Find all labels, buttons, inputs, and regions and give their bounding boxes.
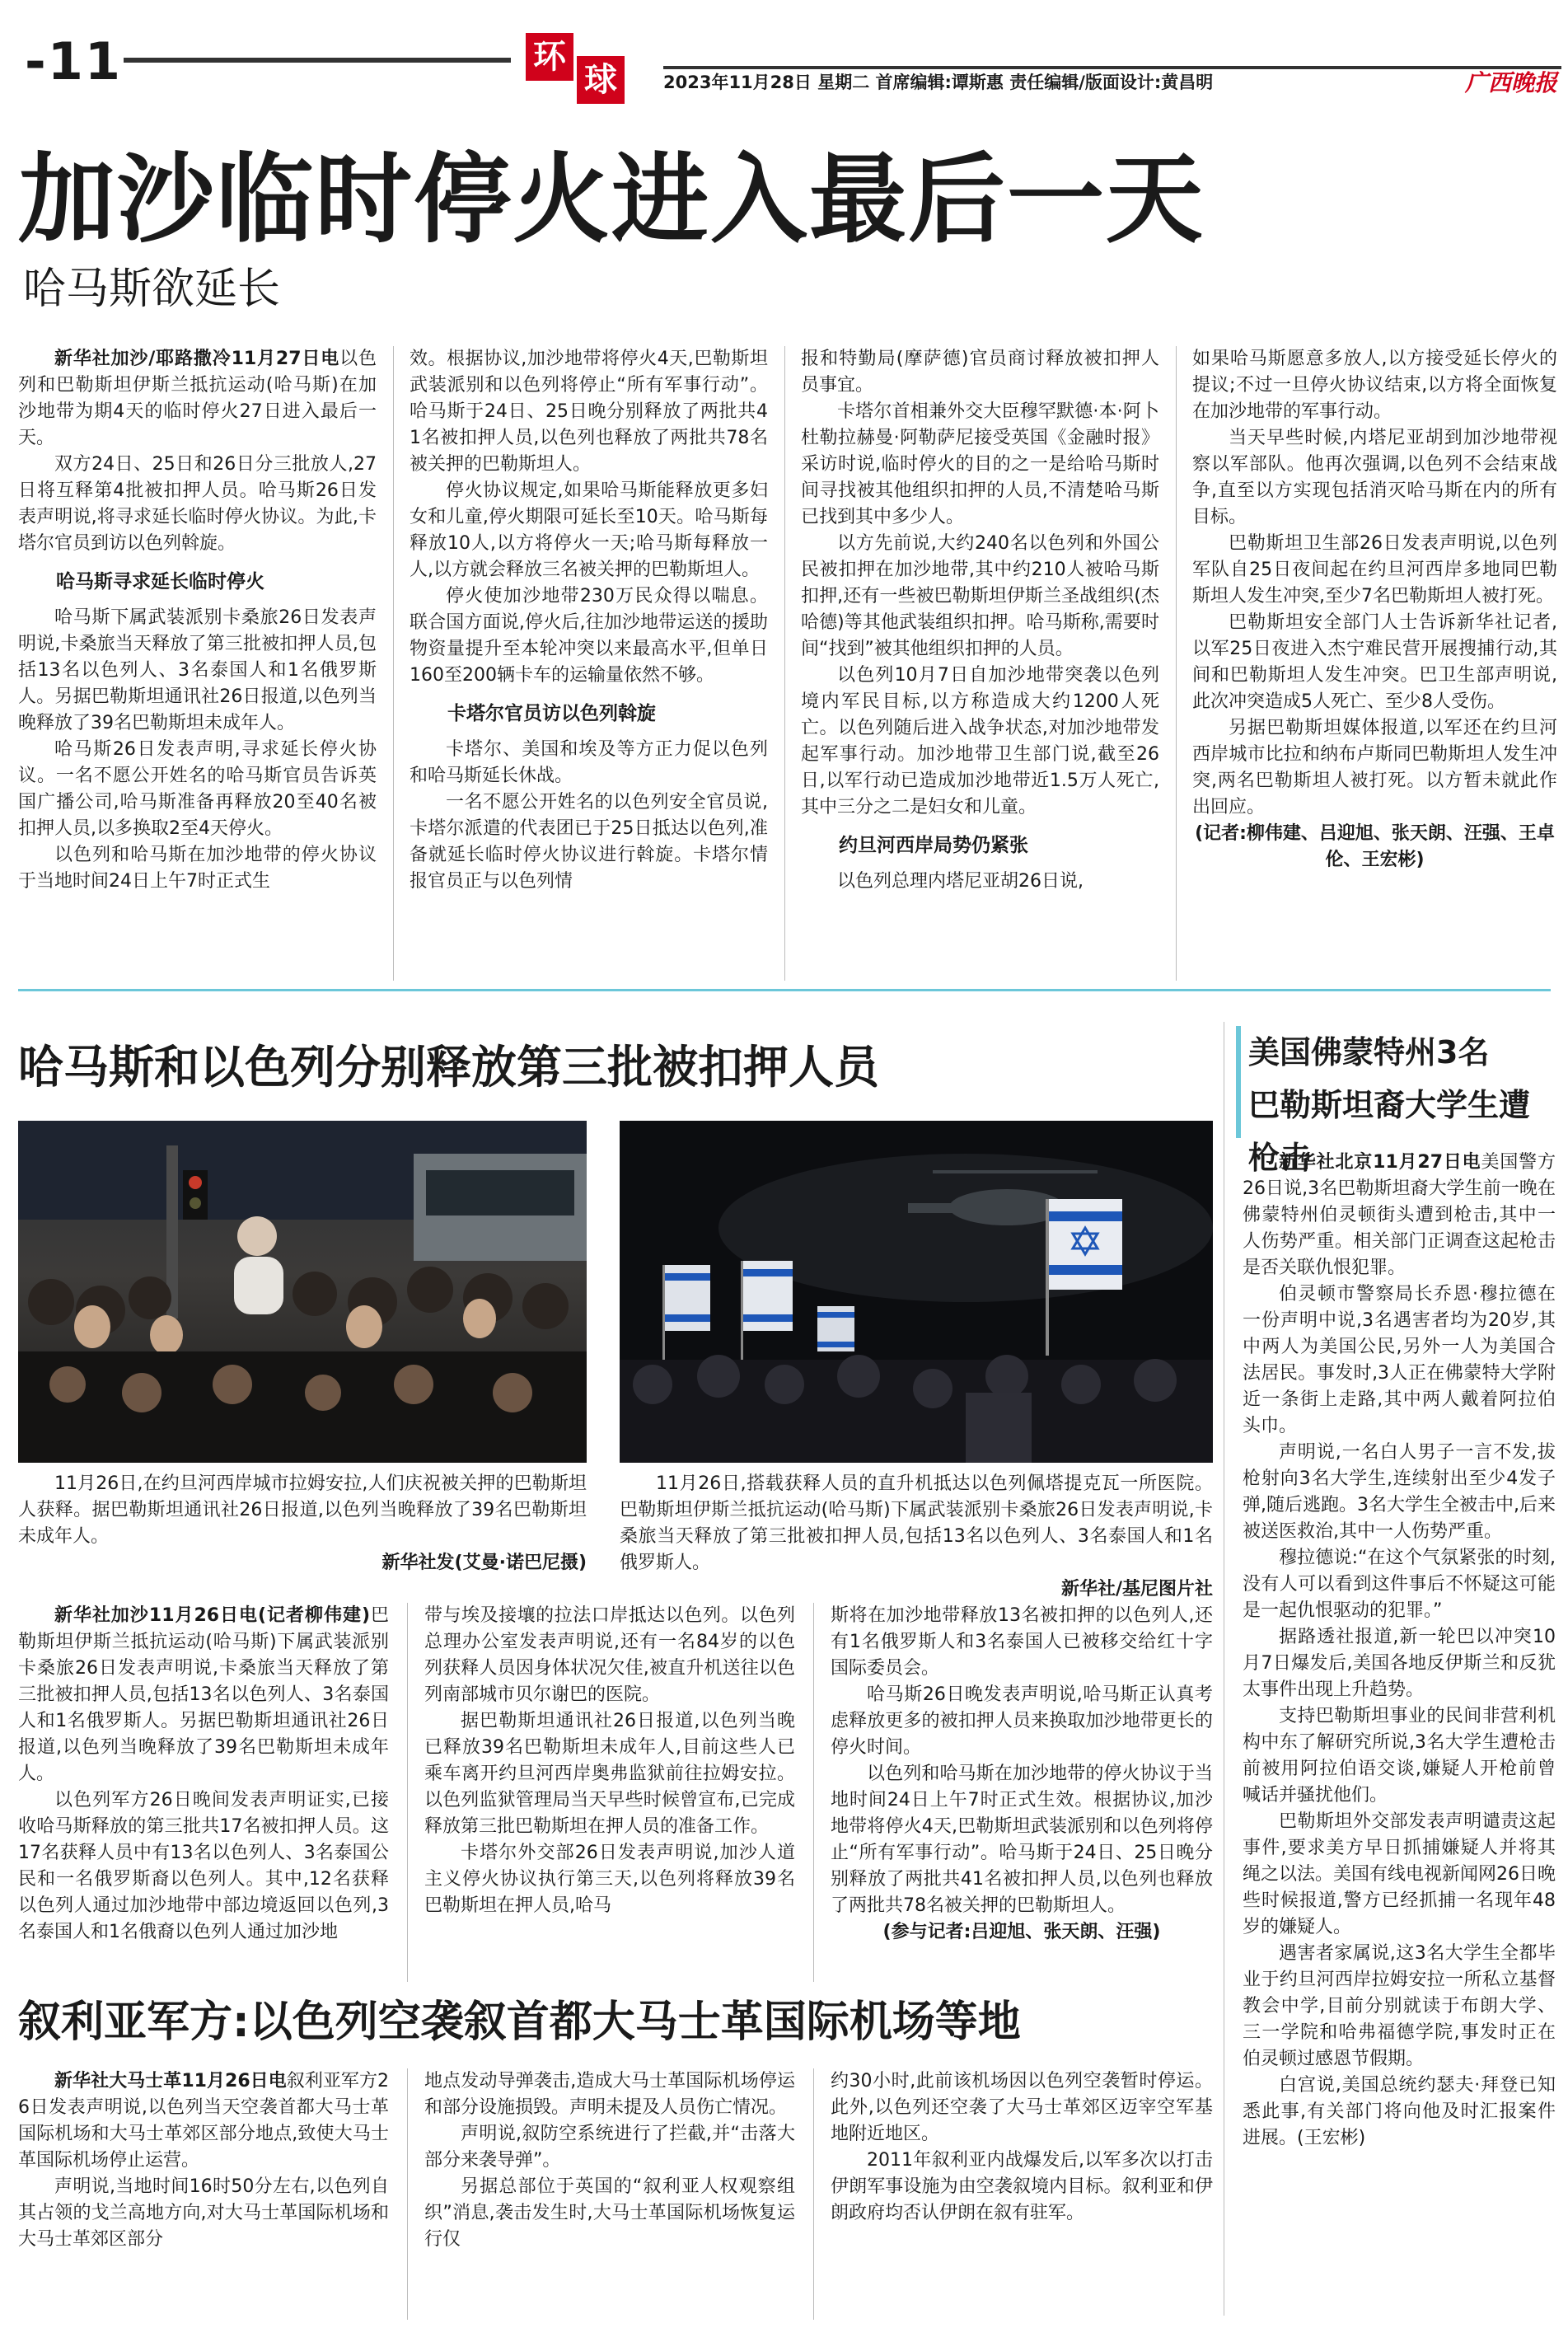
column-rule [393, 346, 394, 981]
third-article-body [18, 2068, 1213, 2320]
third-headline: 叙利亚军方:以色列空袭叙首都大马士革国际机场等地 [18, 1998, 1021, 2047]
paragraph: 哈马斯26日发表声明,寻求延长停火协议。一名不愿公开姓名的哈马斯官员告诉英国广播公司,哈马斯准备再释放20至40名被扣押人员,以多换取2至4天停火。 [18, 739, 377, 839]
column-rule [784, 346, 785, 981]
paragraph: 白宫说,美国总统约瑟夫·拜登已知悉此事,有关部门将向他及时汇报案件进展。(王宏彬) [1243, 2075, 1556, 2148]
column-rule [813, 1603, 814, 1982]
paragraph: 地点发动导弹袭击,造成大马士革国际机场停运和部分设施损毁。声明未提及人员伤亡情况。 [424, 2071, 795, 2118]
lead-headline: 加沙临时停火进入最后一天 [18, 143, 1205, 256]
paragraph: 以色列和哈马斯在加沙地带的停火协议于当地时间24日上午7时正式生 [18, 845, 377, 892]
second-column-2 [424, 1603, 795, 1982]
paragraph [18, 346, 377, 452]
second-article-body [18, 1603, 1213, 1982]
paragraph: 据路透社报道,新一轮巴以冲突10月7日爆发后,美国各地反伊斯兰和反犹太事件出现上升趋势。 [1243, 1627, 1556, 1700]
section-divider [18, 989, 1551, 991]
lead-article-body [18, 346, 1557, 981]
photo-celebration [18, 1121, 587, 1463]
paragraph: 卡塔尔外交部26日发表声明说,加沙人道主义停火协议执行第三天,以色列将释放39名巴勒斯坦在押人员,哈马 [424, 1843, 795, 1916]
subheading: 哈马斯寻求延长临时停火 [56, 571, 264, 593]
dateline: 新华社加沙/耶路撒冷11月27日电 [54, 349, 340, 369]
second-column-3 [831, 1603, 1213, 1982]
sidebar-headline-line-2: 巴勒斯坦裔大学生遭枪击 [1248, 1087, 1531, 1176]
paragraph: 以色列和哈马斯在加沙地带的停火协议于当地时间24日上午7时正式生效。根据协议,加沙地带将停火4天,巴勒斯坦武装派别和以色列将停止“所有军事行动”。哈马斯于24日、25日晚分别释放了两批共41名被扣押人员,以色列也释放了两批共78名被关押的巴勒斯坦人。 [831, 1764, 1213, 1916]
paragraph: 另据巴勒斯坦媒体报道,以军还在约旦河西岸城市比拉和纳布卢斯同巴勒斯坦人发生冲突,两名巴勒斯坦人被打死。以方暂未就此作出回应。 [1192, 718, 1557, 817]
subheading: 约旦河西岸局势仍紧张 [839, 835, 1028, 856]
paragraph: 以色列军方26日晚间发表声明证实,已接收哈马斯释放的第三批共17名被扣押人员。这17名获释人员中有13名以色列人、3名泰国公民和一名俄罗斯裔以色列人。其中,12名获释以色列人通过加沙地带中部边境返回以色列,3名泰国人和1名俄裔以色列人通过加沙地 [18, 1790, 389, 1942]
header-rule [124, 58, 511, 63]
sidebar-accent-bar [1236, 1026, 1241, 1138]
photo-helicopter [620, 1121, 1213, 1463]
second-column-1 [18, 1603, 389, 1982]
paragraph: 停火使加沙地带230万民众得以喘息。联合国方面说,停火后,往加沙地带运送的援助物资量提升至本轮冲突以来最高水平,但单日160至200辆卡车的运输量依然不够。 [410, 586, 768, 686]
paragraph: 报和特勤局(摩萨德)官员商讨释放被扣押人员事宜。 [801, 349, 1159, 396]
section-label-char-2: 球 [577, 56, 625, 104]
paragraph: 如果哈马斯愿意多放人,以方接受延长停火的提议;不过一旦停火协议结束,以方将全面恢复在加沙地带的军事行动。 [1192, 349, 1557, 422]
second-headline: 哈马斯和以色列分别释放第三批被扣押人员 [18, 1041, 880, 1094]
dateline: 新华社大马士革11月26日电 [54, 2071, 287, 2091]
column-rule [813, 2068, 814, 2320]
paragraph: 巴勒斯坦卫生部26日发表声明说,以色列军队自25日夜间起在约旦河西岸多地同巴勒斯坦人发生冲突,至少7名巴勒斯坦人被打死。 [1192, 533, 1557, 607]
paragraph [18, 1603, 389, 1787]
paragraph: 声明说,当地时间16时50分左右,以色列自其占领的戈兰高地方向,对大马士革国际机场和大马士革郊区部分 [18, 2176, 389, 2250]
photo1-caption: 11月26日,在约旦河西岸城市拉姆安拉,人们庆祝被关押的巴勒斯坦人获释。据巴勒斯坦通讯社26日报道,以色列当晚释放了39名巴勒斯坦未成年人。 [18, 1473, 587, 1547]
dateline: 新华社北京11月27日电 [1279, 1152, 1481, 1173]
paragraph: 巴勒斯坦安全部门人士告诉新华社记者,以军25日夜进入杰宁难民营开展搜捕行动,其间和巴勒斯坦人发生冲突。巴卫生部声明说,此次冲突造成5人死亡、至少8人受伤。 [1192, 612, 1557, 712]
lead-column-1 [18, 346, 377, 981]
photo2-credit: 新华社/基尼图片社 [1060, 1579, 1213, 1600]
paragraph: 哈马斯下属武装派别卡桑旅26日发表声明说,卡桑旅当天释放了第三批被扣押人员,包括13名以色列人、3名泰国人和1名俄罗斯人。另据巴勒斯坦通讯社26日报道,以色列当晚释放了39名巴勒斯坦未成年人。 [18, 607, 377, 733]
paragraph: 卡塔尔首相兼外交大臣穆罕默德·本·阿卜杜勒拉赫曼·阿勒萨尼接受英国《金融时报》采访时说,临时停火的目的之一是给哈马斯时间寻找被其他组织扣押的人员,不清楚哈马斯已找到其中多少人。 [801, 401, 1159, 527]
paragraph: 以色列10月7日自加沙地带突袭以色列境内军民目标,以方称造成大约1200人死亡。以色列随后进入战争状态,对加沙地带发起军事行动。加沙地带卫生部门说,截至26日,以军行动已造成加沙地带近1.5万人死亡,其中三分之二是妇女和儿童。 [801, 665, 1159, 817]
photo2-caption: 11月26日,搭载获释人员的直升机抵达以色列佩塔提克瓦一所医院。巴勒斯坦伊斯兰抵抗运动(哈马斯)下属武装派别卡桑旅26日发表声明说,卡桑旅当天释放了第三批被扣押人员,包括13名以色列人、3名泰国人和1名俄罗斯人。 [620, 1473, 1213, 1573]
subheading: 卡塔尔官员访以色列斡旋 [447, 703, 656, 724]
paragraph: 穆拉德说:“在这个气氛紧张的时刻,没有人可以看到这件事后不怀疑这可能是一起仇恨驱动的犯罪。” [1243, 1548, 1556, 1621]
helicopter-photo-image [620, 1121, 1213, 1463]
paragraph-text: 美国警方26日说,3名巴勒斯坦裔大学生前一晚在佛蒙特州伯灵顿街头遭到枪击,其中一人伤势严重。相关部门正调查这起枪击是否关联仇恨犯罪。 [1243, 1152, 1556, 1278]
lead-subheadline: 哈马斯欲延长 [23, 265, 281, 314]
third-column-2 [424, 2068, 795, 2320]
page-number: -11 [25, 31, 123, 91]
byline-credit: (记者:柳伟建、吕迎旭、张天朗、汪强、王卓伦、王宏彬) [1195, 823, 1555, 870]
column-rule [407, 1603, 408, 1982]
paragraph: 效。根据协议,加沙地带将停火4天,巴勒斯坦武装派别和以色列将停止“所有军事行动”。哈马斯于24日、25日晚分别释放了两批共41名被扣押人员,以色列也释放了两批共78名被关押的巴勒斯坦人。 [410, 349, 768, 475]
photo2-caption-block [620, 1471, 1213, 1600]
paragraph: 据巴勒斯坦通讯社26日报道,以色列当晚已释放39名巴勒斯坦未成年人,目前这些人已乘车离开约旦河西岸奥弗监狱前往拉姆安拉。以色列监狱管理局当天早些时候曾宣布,已完成释放第三批巴勒斯坦在押人员的准备工作。 [424, 1711, 795, 1837]
photo1-credit: 新华社发(艾曼·诺巴尼摄) [381, 1553, 587, 1573]
paragraph: 2011年叙利亚内战爆发后,以军多次以打击伊朗军事设施为由空袭叙境内目标。叙利亚和伊朗政府均否认伊朗在叙有驻军。 [831, 2150, 1213, 2223]
newspaper-logo: 广西晚报 [1464, 69, 1557, 96]
paragraph: 带与埃及接壤的拉法口岸抵达以色列。以色列总理办公室发表声明说,还有一名84岁的以色列获释人员因身体状况欠佳,被直升机送往以色列南部城市贝尔谢巴的医院。 [424, 1605, 795, 1705]
paragraph: 伯灵顿市警察局长乔恩·穆拉德在一份声明中说,3名遇害者均为20岁,其中两人为美国公民,另外一人为美国合法居民。事发时,3人正在佛蒙特大学附近一条街上走路,其中两人戴着阿拉伯头巾。 [1243, 1284, 1556, 1436]
column-rule [407, 2068, 408, 2320]
lead-column-3 [801, 346, 1159, 981]
paragraph-text: 叙利亚军方26日发表声明说,以色列当天空袭首都大马士革国际机场和大马士革郊区部分地点,致使大马士革国际机场停止运营。 [18, 2071, 389, 2171]
paragraph: 卡塔尔、美国和埃及等方正力促以色列和哈马斯延长休战。 [410, 739, 768, 786]
paragraph: 停火协议规定,如果哈马斯能释放更多妇女和儿童,停火期限可延长至10天。哈马斯每释放10人,以方将停火一天;哈马斯每释放一人,以方就会释放三名被关押的巴勒斯坦人。 [410, 480, 768, 580]
paragraph-text: 巴勒斯坦伊斯兰抵抗运动(哈马斯)下属武装派别卡桑旅26日发表声明说,卡桑旅当天释放了第三批被扣押人员,包括13名以色列人、3名泰国人和1名俄罗斯人。另据巴勒斯坦通讯社26日报道,以色列当晚释放了39名巴勒斯坦未成年人。 [18, 1605, 389, 1784]
lead-column-2 [410, 346, 768, 981]
paragraph: 遇害者家属说,这3名大学生全都毕业于约旦河西岸拉姆安拉一所私立基督教会中学,目前分别就读于布朗大学、三一学院和哈弗福德学院,事发时正在伯灵顿过感恩节假期。 [1243, 1943, 1556, 2069]
dateline: 新华社加沙11月26日电(记者柳伟建) [54, 1605, 371, 1626]
paragraph [1243, 1150, 1556, 1281]
paragraph: 声明说,叙防空系统进行了拦截,并“击落大部分来袭导弹”。 [424, 2124, 795, 2171]
paragraph: 约30小时,此前该机场因以色列空袭暂时停运。此外,以色列还空袭了大马士革郊区迈宰空军基地附近地区。 [831, 2071, 1213, 2144]
sidebar-body [1243, 1150, 1556, 2320]
byline-credit: (参与记者:吕迎旭、张天朗、汪强) [882, 1922, 1161, 1942]
crowd-photo-image [18, 1121, 587, 1463]
paragraph: 以色列总理内塔尼亚胡26日说, [837, 871, 1084, 892]
third-column-3 [831, 2068, 1213, 2320]
paragraph: 斯将在加沙地带释放13名被扣押的以色列人,还有1名俄罗斯人和3名泰国人已被移交给红十字国际委员会。 [831, 1605, 1213, 1679]
sidebar-headline-line-1: 美国佛蒙特州3名 [1248, 1034, 1490, 1070]
paragraph: 双方24日、25日和26日分三批放人,27日将互释第4批被扣押人员。哈马斯26日发表声明说,将寻求延长临时停火协议。为此,卡塔尔官员到访以色列斡旋。 [18, 454, 377, 554]
lead-column-4 [1192, 346, 1557, 981]
paragraph: 哈马斯26日晚发表声明说,哈马斯正认真考虑释放更多的被扣押人员来换取加沙地带更长的停火时间。 [831, 1684, 1213, 1758]
third-column-1 [18, 2068, 389, 2320]
photo1-caption-block [18, 1471, 587, 1586]
paragraph: 一名不愿公开姓名的以色列安全官员说,卡塔尔派遣的代表团已于25日抵达以色列,准备就延长临时停火协议进行斡旋。卡塔尔情报官员正与以色列情 [410, 792, 768, 892]
section-label-char-1: 环 [526, 33, 573, 81]
paragraph: 巴勒斯坦外交部发表声明谴责这起事件,要求美方早日抓捕嫌疑人并将其绳之以法。美国有线电视新闻网26日晚些时候报道,警方已经抓捕一名现年48岁的嫌疑人。 [1243, 1811, 1556, 1937]
column-rule [1176, 346, 1177, 981]
paragraph [18, 2068, 389, 2174]
issue-meta: 2023年11月28日 星期二 首席编辑:谭斯惠 责任编辑/版面设计:黄昌明 [663, 73, 1214, 92]
paragraph: 另据总部位于英国的“叙利亚人权观察组织”消息,袭击发生时,大马士革国际机场恢复运行仅 [424, 2176, 795, 2250]
paragraph: 当天早些时候,内塔尼亚胡到加沙地带视察以军部队。他再次强调,以色列不会结束战争,直至以方实现包括消灭哈马斯在内的所有目标。 [1192, 428, 1557, 527]
paragraph: 声明说,一名白人男子一言不发,拔枪射向3名大学生,连续射出至少4发子弹,随后逃跑。3名大学生全被击中,后来被送医救治,其中一人伤势严重。 [1243, 1442, 1556, 1542]
paragraph: 支持巴勒斯坦事业的民间非营利机构中东了解研究所说,3名大学生遭枪击前被用阿拉伯语交谈,嫌疑人开枪前曾喊话并骚扰他们。 [1243, 1706, 1556, 1806]
paragraph-text: 以色列和巴勒斯坦伊斯兰抵抗运动(哈马斯)在加沙地带为期4天的临时停火27日进入最后一天。 [18, 349, 377, 448]
paragraph: 以方先前说,大约240名以色列和外国公民被扣押在加沙地带,其中约210人被哈马斯扣押,还有一些被巴勒斯坦伊斯兰圣战组织(杰哈德)等其他武装组织扣押。哈马斯称,需要时间“找到”被其他组织扣押的人员。 [801, 533, 1159, 659]
